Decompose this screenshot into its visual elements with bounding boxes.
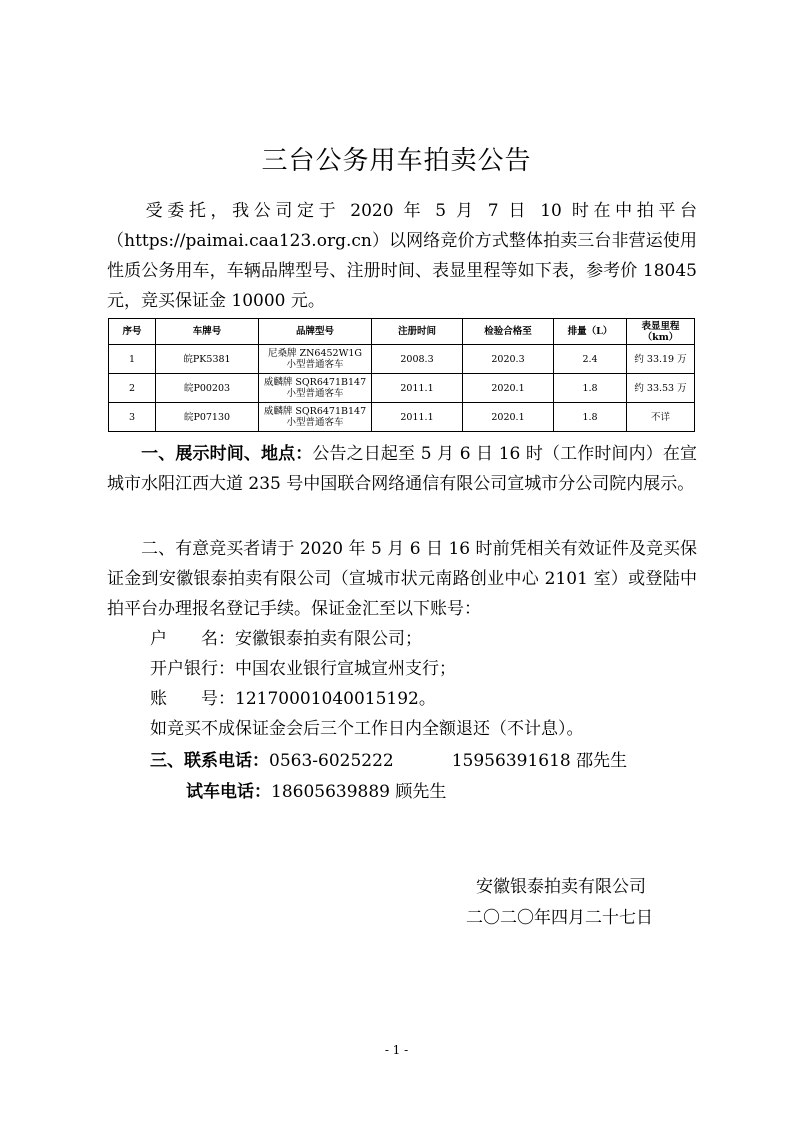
contact-phone-2: 15956391618 邵先生 bbox=[451, 751, 628, 771]
brand-model: 威麟牌 SQR6471B147 bbox=[263, 406, 367, 417]
header-displacement: 排量（L） bbox=[554, 319, 627, 345]
table-row bbox=[109, 345, 695, 374]
account-name-value: 安徽银泰拍卖有限公司； bbox=[235, 629, 422, 649]
account-number-line bbox=[150, 684, 436, 714]
signature-date: 二〇二〇年四月二十七日 bbox=[466, 908, 653, 928]
header-registration: 注册时间 bbox=[372, 319, 463, 345]
account-number-value: 12170001040015192。 bbox=[235, 689, 436, 709]
cell-mileage: 约 33.19 万 bbox=[627, 345, 695, 374]
cell-registration: 2011.1 bbox=[372, 403, 463, 432]
cell-plate: 皖P07130 bbox=[156, 403, 259, 432]
intro-text: 受委托，我公司定于 2020 年 5 月 7 日 10 时在中拍平台（https://paimai.caa123.org.cn）以网络竞价方式整体拍卖三台非营运使用性质公务用车，车辆品牌型号、注册时间、表显里程等如下表，参考价 18045 元，竞买保证金 10000 元。 bbox=[107, 201, 697, 311]
contact-heading: 三、联系电话： bbox=[150, 751, 269, 771]
vehicle-type: 小型普通客车 bbox=[286, 359, 344, 370]
cell-mileage: 不详 bbox=[627, 403, 695, 432]
cell-no: 1 bbox=[109, 345, 156, 374]
cell-brand bbox=[259, 403, 372, 432]
cell-no: 3 bbox=[109, 403, 156, 432]
cell-brand bbox=[259, 374, 372, 403]
vehicle-type: 小型普通客车 bbox=[286, 417, 344, 428]
cell-registration: 2011.1 bbox=[372, 374, 463, 403]
page-number: - 1 - bbox=[384, 1043, 409, 1057]
table-header-row bbox=[109, 319, 695, 345]
vehicle-type: 小型普通客车 bbox=[286, 388, 344, 399]
cell-plate: 皖P00203 bbox=[156, 374, 259, 403]
cell-inspection: 2020.3 bbox=[463, 345, 554, 374]
section-registration-text: 二、有意竞买者请于 2020 年 5 月 6 日 16 时前凭相关有效证件及竞买保证金到安徽银泰拍卖有限公司（宣城市状元南路创业中心 2101 室）或登陆中拍平台办理报名登记手续。保证金汇至以下账号： bbox=[107, 539, 697, 619]
account-bank-line bbox=[150, 654, 456, 684]
header-inspection: 检验合格至 bbox=[463, 319, 554, 345]
account-name-line bbox=[150, 624, 422, 654]
table-row bbox=[109, 403, 695, 432]
brand-model: 尼桑牌 ZN6452W1G bbox=[267, 348, 362, 359]
account-number-label: 账 号： bbox=[150, 689, 235, 709]
table-row bbox=[109, 374, 695, 403]
cell-registration: 2008.3 bbox=[372, 345, 463, 374]
contact-phone-1: 0563-6025222 bbox=[269, 751, 394, 771]
brand-model: 威麟牌 SQR6471B147 bbox=[263, 377, 367, 388]
section-display bbox=[107, 439, 697, 499]
cell-plate: 皖PK5381 bbox=[156, 345, 259, 374]
account-bank-value: 中国农业银行宣城宣州支行； bbox=[235, 659, 456, 679]
test-drive-line bbox=[186, 777, 446, 807]
account-bank-label: 开户银行： bbox=[150, 659, 235, 679]
cell-inspection: 2020.1 bbox=[463, 374, 554, 403]
vehicle-table bbox=[108, 318, 695, 432]
account-name-label: 户 名： bbox=[150, 629, 235, 649]
cell-no: 2 bbox=[109, 374, 156, 403]
refund-line: 如竞买不成保证金会后三个工作日内全额退还（不计息）。 bbox=[150, 719, 584, 739]
test-drive-phone: 18605639889 顾先生 bbox=[271, 782, 447, 802]
intro-paragraph bbox=[107, 196, 697, 316]
header-plate: 车牌号 bbox=[156, 319, 259, 345]
cell-displacement: 1.8 bbox=[554, 403, 627, 432]
header-brand: 品牌型号 bbox=[259, 319, 372, 345]
cell-mileage: 约 33.53 万 bbox=[627, 374, 695, 403]
test-drive-heading: 试车电话： bbox=[186, 782, 271, 802]
cell-inspection: 2020.1 bbox=[463, 403, 554, 432]
header-mileage: 表显里程（km） bbox=[627, 319, 695, 345]
page-title: 三台公务用车拍卖公告 bbox=[261, 146, 532, 176]
signature-company: 安徽银泰拍卖有限公司 bbox=[476, 877, 646, 897]
header-no: 序号 bbox=[109, 319, 156, 345]
cell-displacement: 1.8 bbox=[554, 374, 627, 403]
contact-line bbox=[150, 746, 627, 776]
section-display-text: 公告之日起至 5 月 6 日 16 时（工作时间内）在宣城市水阳江西大道 235 号中国联合网络通信有限公司宣城市分公司院内展示。 bbox=[107, 444, 698, 494]
section-registration bbox=[107, 534, 697, 624]
cell-displacement: 2.4 bbox=[554, 345, 627, 374]
section-display-heading: 一、展示时间、地点： bbox=[141, 444, 313, 464]
cell-brand bbox=[259, 345, 372, 374]
